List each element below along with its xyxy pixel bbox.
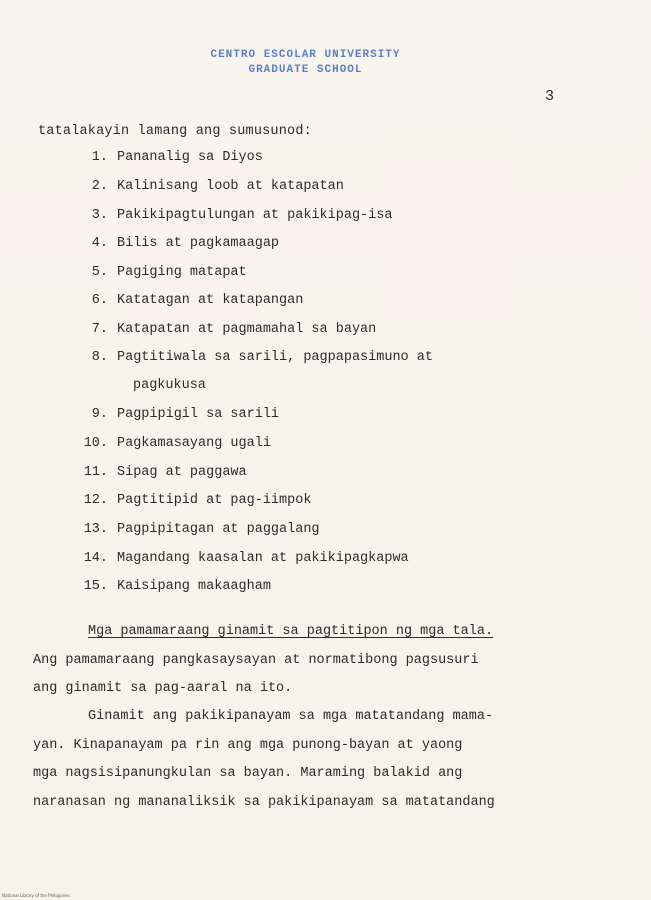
paragraph-line: yan. Kinapanayam pa rin ang mga punong-bayan at yaong: [33, 738, 463, 753]
list-item-label: Bilis at pagkamaagap: [117, 236, 280, 251]
list-item-number: 13.: [83, 522, 108, 537]
list-item-number: 4.: [91, 236, 108, 251]
list-item-continuation: pagkukusa: [133, 378, 206, 393]
letterhead: [0, 48, 611, 78]
list-item-label: Pagtitiwala sa sarili, pagpapasimuno at: [117, 350, 433, 365]
list-item-label: Magandang kaasalan at pakikipagkapwa: [117, 551, 409, 566]
list-item-label: Sipag at paggawa: [117, 465, 247, 480]
letterhead-school: GRADUATE SCHOOL: [248, 64, 363, 76]
list-item-number: 3.: [91, 208, 108, 223]
list-item-label: Pagkamasayang ugali: [117, 436, 271, 451]
list-item-label: Pakikipagtulungan at pakikipag-isa: [117, 208, 393, 223]
list-item-label: Kalinisang loob at katapatan: [117, 179, 344, 194]
list-item-number: 10.: [83, 436, 108, 451]
list-item-number: 11.: [83, 465, 108, 480]
list-item-number: 6.: [91, 293, 108, 308]
letterhead-university: CENTRO ESCOLAR UNIVERSITY: [210, 49, 401, 61]
list-item-label: Pagtitipid at pag-iimpok: [117, 493, 312, 508]
page-number: 3: [545, 88, 555, 105]
paragraph-line: naranasan ng mananaliksik sa pakikipanayam sa matatandang: [33, 795, 495, 810]
paragraph-line: ang ginamit sa pag-aaral na ito.: [33, 681, 293, 696]
list-item-label: Pananalig sa Diyos: [117, 150, 263, 165]
archive-footer: National Library of the Philippines: [2, 893, 70, 898]
paragraph-line: mga nagsisipanungkulan sa bayan. Maraming balakid ang: [33, 766, 463, 781]
list-item-number: 9.: [91, 407, 108, 422]
list-item-number: 12.: [83, 493, 108, 508]
list-item-number: 7.: [91, 322, 108, 337]
list-item-label: Kaisipang makaagham: [117, 579, 271, 594]
list-item-number: 1.: [91, 150, 108, 165]
list-item-label: Pagpipitagan at paggalang: [117, 522, 320, 537]
paragraph-line: Ginamit ang pakikipanayam sa mga matatandang mama-: [88, 709, 494, 724]
section-heading: Mga pamamaraang ginamit sa pagtitipon ng mga tala.: [88, 624, 494, 639]
list-item-number: 5.: [91, 265, 108, 280]
list-item-number: 8.: [91, 350, 108, 365]
intro-line: tatalakayin lamang ang sumusunod:: [38, 124, 312, 139]
list-item-number: 15.: [83, 579, 108, 594]
paragraph-line: Ang pamamaraang pangkasaysayan at normatibong pagsusuri: [33, 653, 479, 668]
list-item-number: 2.: [91, 179, 108, 194]
list-item-label: Katapatan at pagmamahal sa bayan: [117, 322, 377, 337]
list-item-label: Pagpipigil sa sarili: [117, 407, 280, 422]
list-item-number: 14.: [83, 551, 108, 566]
list-item-label: Katatagan at katapangan: [117, 293, 304, 308]
list-item-label: Pagiging matapat: [117, 265, 247, 280]
